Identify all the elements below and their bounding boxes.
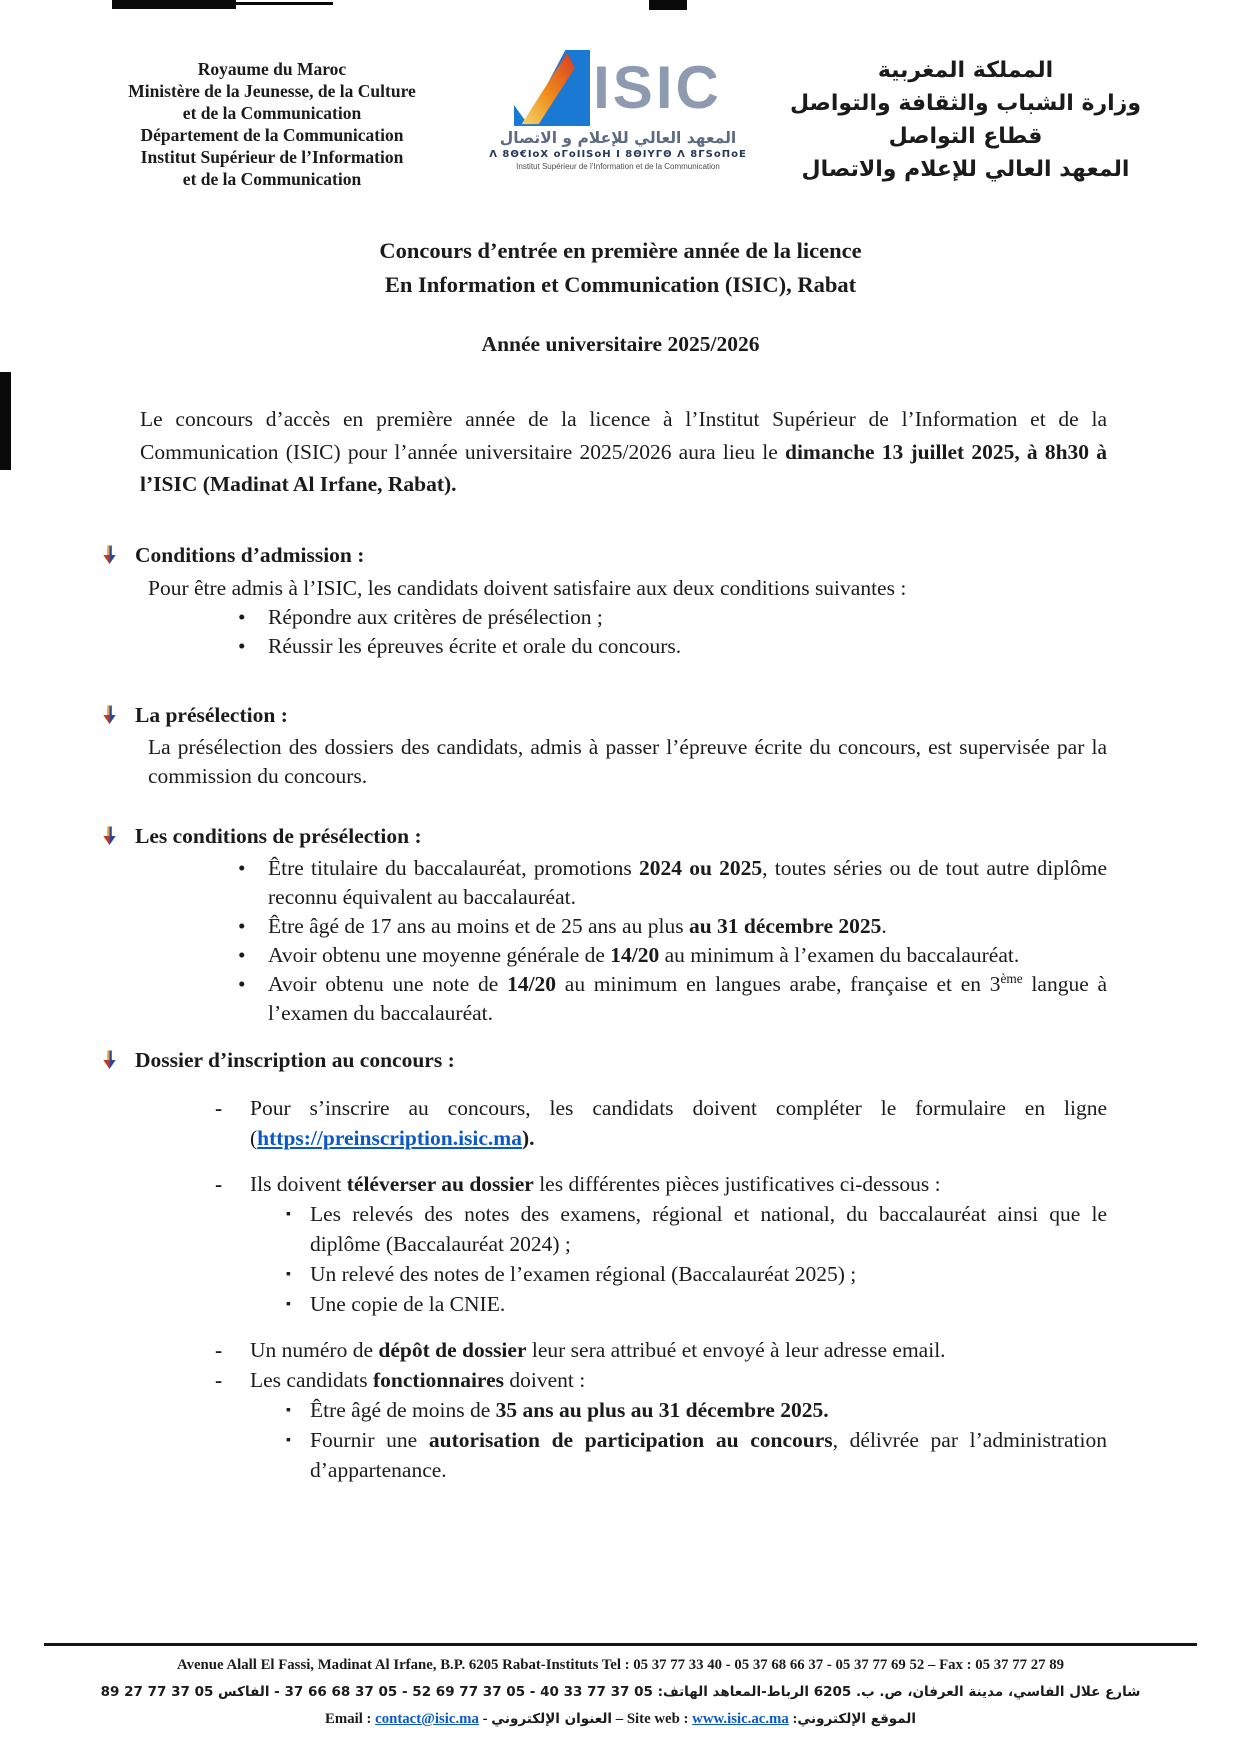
preselection-paragraph: La présélection des dossiers des candidats, admis à passer l’épreuve écrite du concours, est supervisée par la commission du concours. — [148, 734, 1107, 788]
square-marker: ▪ — [286, 1402, 291, 1418]
dash-item — [100, 1093, 1107, 1153]
letterhead — [0, 0, 1241, 190]
footer-address-arabic: شارع علال الفاسي، مدينة العرفان، ص. ب. 6205 الرباط-المعاهد الهاتف: 05 37 77 33 40 - 05 37 77 69 52 - 05 37 68 66 37 - الفاكس 05 37 77 27 89 — [100, 1684, 1141, 1700]
fonctionnaires-sub-list — [100, 1395, 1107, 1485]
bullet-marker: • — [238, 604, 246, 629]
isic-logo-row — [514, 50, 722, 126]
admission-intro: Pour être admis à l’ISIC, les candidats doivent satisfaire aux deux conditions suivantes : — [148, 575, 907, 600]
footer-contact-line: Email : contact@isic.ma - العنوان الإلكتروني – Site web : www.isic.ac.ma :الموقع الإلكتروني — [325, 1711, 916, 1727]
dash-item — [100, 1365, 1107, 1395]
isic-french-name: Institut Supérieur de l’Information et de la Communication — [516, 162, 720, 171]
ministry-line-arabic: المعهد العالي للإعلام والاتصال — [801, 157, 1130, 182]
scan-artifact — [0, 372, 11, 470]
list-item — [100, 632, 1107, 661]
bullet-marker: • — [238, 971, 246, 996]
dash-item — [100, 1335, 1107, 1365]
link[interactable]: www.isic.ac.ma — [692, 1711, 789, 1727]
admission-bullet-list — [100, 603, 1107, 661]
isic-acronym: ISIC — [593, 54, 722, 121]
sub-list-item — [100, 1289, 1107, 1319]
list-arrow-icon — [100, 825, 119, 847]
list-item-text: Avoir obtenu une moyenne générale de 14/20 au minimum à l’examen du baccalauréat. — [268, 942, 1020, 967]
conditions-bullet-list — [100, 854, 1107, 1028]
list-item — [100, 941, 1107, 970]
dash-item — [100, 1169, 1107, 1199]
list-item-text: Répondre aux critères de présélection ; — [268, 604, 603, 629]
section-heading-conditions — [100, 824, 1107, 849]
sub-item-text: Un relevé des notes de l’examen régional (Baccalauréat 2025) ; — [310, 1261, 857, 1286]
bullet-marker: • — [238, 855, 246, 880]
link[interactable]: https://preinscription.isic.ma — [257, 1125, 522, 1150]
dash-item-text: Pour s’inscrire au concours, les candidats doivent compléter le formulaire en ligne (https://preinscription.isic.ma). — [250, 1095, 1107, 1150]
scan-artifact — [236, 2, 333, 5]
footer-address-french: Avenue Alall El Fassi, Madinat Al Irfane, B.P. 6205 Rabat-Instituts Tel : 05 37 77 33 40 - 05 37 68 66 37 - 05 37 77 69 52 – Fax : 05 37 77 27 89 — [176, 1657, 1065, 1673]
sub-list-item — [100, 1259, 1107, 1289]
section-title: La présélection : — [135, 702, 288, 727]
list-item-text: Être âgé de 17 ans au moins et de 25 ans au plus au 31 décembre 2025. — [268, 913, 887, 938]
dash-marker: - — [215, 1171, 223, 1196]
bullet-marker: • — [238, 633, 246, 658]
section-title: Conditions d’admission : — [135, 542, 365, 567]
sub-list-item — [100, 1395, 1107, 1425]
ministry-line: et de la Communication — [182, 103, 362, 123]
dash-marker: - — [215, 1367, 223, 1392]
sub-item-text: Une copie de la CNIE. — [310, 1291, 506, 1316]
section-heading-preselection — [100, 703, 1107, 728]
square-marker: ▪ — [286, 1206, 291, 1222]
dash-item-text: Les candidats fonctionnaires doivent : — [250, 1367, 586, 1392]
section-heading-dossier — [100, 1048, 1107, 1073]
section-title: Dossier d’inscription au concours : — [135, 1047, 455, 1072]
bullet-marker: • — [238, 913, 246, 938]
document-title — [0, 234, 1241, 302]
sub-list-item — [100, 1425, 1107, 1485]
square-marker: ▪ — [286, 1266, 291, 1282]
bullet-marker: • — [238, 942, 246, 967]
ministry-line-arabic: وزارة الشباب والثقافة والتواصل — [789, 91, 1142, 116]
sub-item-text: Fournir une autorisation de participation au concours, délivrée par l’administration d’appartenance. — [310, 1427, 1108, 1482]
sub-list-item — [100, 1199, 1107, 1259]
isic-logo-mark-icon — [514, 50, 590, 126]
ministry-line: Ministère de la Jeunesse, de la Culture — [128, 81, 416, 101]
ministry-line: Département de la Communication — [140, 125, 404, 145]
upload-sub-list — [100, 1199, 1107, 1319]
isic-tifinagh-name: Λ 8Θ€ΙοΧ οΓοΙΙЅοΗ Ι 8ΘΙΥΓΘ Λ 8ΓЅοΠοΕ — [489, 149, 747, 160]
list-item — [100, 970, 1107, 1028]
dash-item-text: Un numéro de dépôt de dossier leur sera attribué et envoyé à leur adresse email. — [250, 1337, 946, 1362]
link[interactable]: contact@isic.ma — [375, 1711, 479, 1727]
isic-logo — [482, 50, 754, 190]
isic-arabic-name: المعهد العالي للإعلام و الاتصال — [499, 129, 737, 147]
document-body — [100, 543, 1107, 1485]
ministry-line-arabic: قطاع التواصل — [888, 124, 1043, 149]
section-heading-admission — [100, 543, 1107, 568]
dash-marker: - — [215, 1337, 223, 1362]
list-item — [100, 854, 1107, 912]
ministry-line: Royaume du Maroc — [197, 59, 347, 79]
scan-artifact — [649, 0, 687, 10]
academic-year: Année universitaire 2025/2026 — [481, 332, 760, 356]
sub-item-text: Être âgé de moins de 35 ans au plus au 31 décembre 2025. — [310, 1397, 829, 1422]
section-title: Les conditions de présélection : — [135, 823, 422, 848]
footer — [44, 1643, 1197, 1733]
list-item-text: Réussir les épreuves écrite et orale du concours. — [268, 633, 682, 658]
dash-item-text: Ils doivent téléverser au dossier les différentes pièces justificatives ci-dessous : — [250, 1171, 941, 1196]
ministry-line: et de la Communication — [182, 169, 362, 189]
list-arrow-icon — [100, 544, 119, 566]
list-item — [100, 912, 1107, 941]
ministry-line-arabic: المملكة المغربية — [877, 58, 1054, 83]
square-marker: ▪ — [286, 1296, 291, 1312]
list-arrow-icon — [100, 704, 119, 726]
list-item-text: Être titulaire du baccalauréat, promotions 2024 ou 2025, toutes séries ou de tout autre diplôme reconnu équivalent au baccalauréat. — [268, 855, 1107, 909]
list-item — [100, 603, 1107, 632]
ministry-line: Institut Supérieur de l’Information — [140, 147, 404, 167]
list-arrow-icon — [100, 1049, 119, 1071]
intro-paragraph: Le concours d’accès en première année de la licence à l’Institut Supérieur de l’Information et de la Communication (ISIC) pour l’année universitaire 2025/2026 aura lieu le dimanche 13 juillet 2025, à 8h30 à l’ISIC (Madinat Al Irfane, Rabat). — [140, 407, 1107, 496]
ministry-block-arabic — [754, 50, 1177, 190]
dash-marker: - — [215, 1095, 223, 1120]
square-marker: ▪ — [286, 1432, 291, 1448]
list-item-text: Avoir obtenu une note de 14/20 au minimum en langues arabe, française et en 3ème langue à l’examen du baccalauréat. — [268, 970, 1108, 1025]
ministry-block-french — [72, 50, 472, 190]
title-line-1: Concours d’entrée en première année de la licence — [379, 238, 862, 263]
sub-item-text: Les relevés des notes des examens, régional et national, du baccalauréat ainsi que le diplôme (Baccalauréat 2024) ; — [310, 1201, 1107, 1256]
title-line-2: En Information et Communication (ISIC), Rabat — [384, 272, 857, 297]
scan-artifact — [112, 0, 236, 9]
